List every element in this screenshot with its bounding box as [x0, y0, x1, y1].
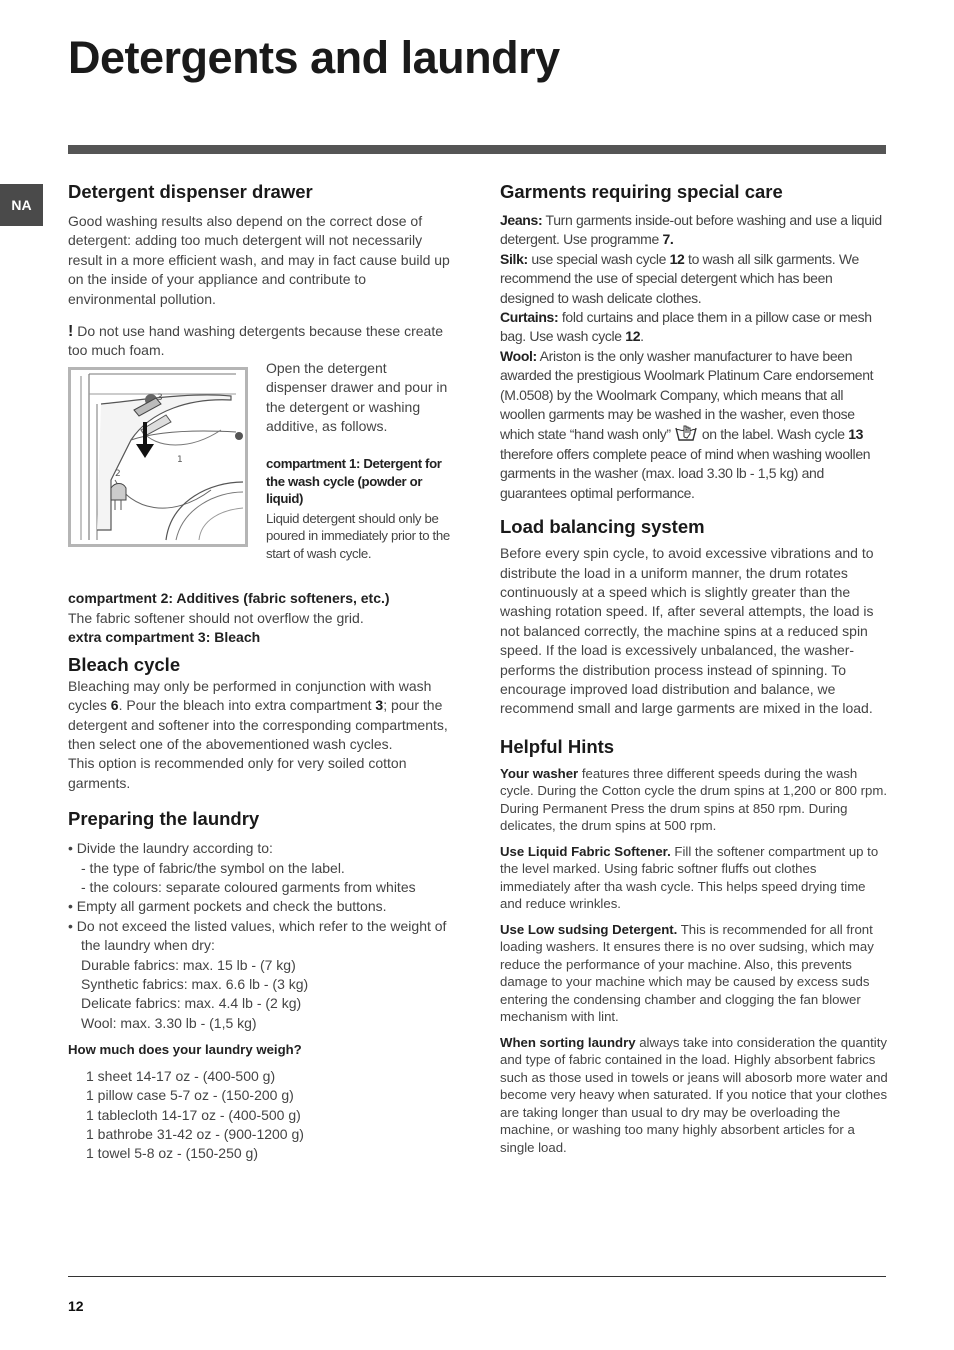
- bleach-cycle-number: 6: [110, 697, 119, 714]
- curtains-cycle: 12: [625, 328, 641, 345]
- bleach-note: This option is recommended only for very soiled cotton garments.: [68, 755, 407, 791]
- limit-durable: Durable fabrics: max. 15 lb - (7 kg): [81, 956, 296, 973]
- curtains-text: fold curtains and place them in a pillow case or mesh bag. Use wash cycle: [500, 309, 872, 345]
- special-care-body: [500, 211, 888, 503]
- limit-wool: Wool: max. 3.30 lb - (1,5 kg): [81, 1014, 257, 1031]
- prep-bullet-3: • Do not exceed the listed values, which refer to the weight of the laundry when dry:: [68, 917, 447, 954]
- curtains-end: .: [640, 328, 644, 345]
- hint-3-label: Use Low sudsing Detergent.: [500, 921, 678, 937]
- label-2: 2: [115, 468, 121, 479]
- prep-sub-2: - the colours: separate coloured garments from whites: [81, 878, 416, 895]
- figure-caption: [266, 359, 451, 563]
- hint-1-label: Your washer: [500, 765, 579, 781]
- title-rule: [68, 145, 886, 154]
- load-balancing-heading: Load balancing system: [500, 516, 705, 538]
- wool-cycle: 13: [848, 426, 864, 443]
- silk-text-b: to wash all silk garments. We recommend the use of special detergent which has been designed to wash delicate clothes.: [500, 250, 859, 306]
- hint-low-sudsing: [500, 921, 888, 1026]
- weight-pillow-case: 1 pillow case 5-7 oz - (150-200 g): [86, 1087, 294, 1104]
- preparing-heading: Preparing the laundry: [68, 808, 260, 830]
- bleach-compartment-number: 3: [375, 697, 384, 714]
- hint-2-text: Fill the softener compartment up to the level marked. Using fabric softner fluffs out clothes immediately after tha wash cycle. This helps speed drying time and reduce wrinkles.: [500, 843, 879, 912]
- hint-4-text: always take into consideration the quantity and type of fabric contained in the load. Highly absorbent fabrics such as those used in towels or jeans will abosorb more water and become very heavy when saturated. If you notice that your clothes are taking longer than usual to dry may be overloading the machine, or washing too many highly absorbent articles for a single load.: [500, 1034, 888, 1155]
- right-column: [500, 180, 888, 1156]
- open-drawer-text: Open the detergent dispenser drawer and pour in the detergent or washing additive, as follows.: [266, 359, 448, 435]
- silk-label: Silk:: [500, 250, 528, 267]
- hint-sorting-laundry: [500, 1034, 888, 1157]
- weight-tablecloth: 1 tablecloth 14-17 oz - (400-500 g): [86, 1106, 301, 1123]
- weights-list: [68, 1067, 456, 1164]
- curtains-paragraph: [500, 308, 888, 347]
- label-1: 1: [177, 454, 183, 465]
- hint-1-text: features three different speeds during the wash cycle. During the Cotton cycle the drum spins at 1,200 or 800 rpm. During Permanent Press the drum spins at 850 rpm. During delicates, the drum spins at 500 rpm.: [500, 765, 888, 834]
- weight-towel: 1 towel 5-8 oz - (150-250 g): [86, 1145, 258, 1162]
- jeans-text: Turn garments inside-out before washing and use a liquid detergent. Use programme: [500, 212, 882, 248]
- compartment-2-text: The fabric softener should not overflow the grid.: [68, 609, 364, 626]
- hint-washer-speeds: [500, 765, 888, 835]
- hint-fabric-softener: [500, 843, 888, 913]
- jeans-paragraph: [500, 211, 888, 250]
- hand-wash-icon: [674, 424, 698, 442]
- dispenser-figure-row: [68, 359, 456, 563]
- label-3: 3: [157, 392, 163, 403]
- limit-delicate: Delicate fabrics: max. 4.4 lb - (2 kg): [81, 995, 302, 1012]
- prep-sub-1: - the type of fabric/the symbol on the label.: [81, 859, 345, 876]
- dispenser-heading: Detergent dispenser drawer: [68, 181, 313, 202]
- helpful-hints-heading: Helpful Hints: [500, 735, 615, 757]
- dispenser-drawer-illustration: [68, 367, 248, 547]
- special-care-heading: Garments requiring special care: [500, 181, 783, 202]
- warning-mark: !: [68, 323, 74, 341]
- curtains-label: Curtains:: [500, 309, 559, 326]
- bleach-text-b: . Pour the bleach into extra compartment: [118, 697, 376, 714]
- bleach-text: [68, 677, 456, 755]
- compartment-2-title: compartment 2: Additives (fabric softeners, etc.): [68, 590, 390, 607]
- language-tab: NA: [0, 184, 43, 226]
- compartment-1-text: Liquid detergent should only be poured in immediately prior to the start of wash cycle.: [266, 510, 450, 561]
- weight-bathrobe: 1 bathrobe 31-42 oz - (900-1200 g): [86, 1125, 304, 1142]
- hint-2-label: Use Liquid Fabric Softener.: [500, 843, 671, 859]
- left-column: [68, 180, 456, 1164]
- bleach-text-a: Bleaching may only be performed in conjunction with wash cycles: [68, 677, 432, 714]
- compartment-1-title: compartment 1: Detergent for the wash cycle (powder or liquid): [266, 456, 442, 507]
- jeans-label: Jeans:: [500, 212, 543, 228]
- prep-bullet-1: • Divide the laundry according to:: [68, 840, 273, 857]
- weight-sheet: 1 sheet 14-17 oz - (400-500 g): [86, 1067, 276, 1084]
- dispenser-intro: Good washing results also depend on the correct dose of detergent: adding too much detergent will not necessarily result in a more efficient wash, and may in fact cause build up on the inside of your appliance and contribute to environmental pollution.: [68, 213, 450, 307]
- drawer-drawing: [71, 370, 245, 544]
- load-balancing-text: Before every spin cycle, to avoid excessive vibrations and to distribute the load in a uniform manner, the drum rotates continuously at a speed which is slightly greater than the washing rotation speed. If, after several attempts, the load is not balanced correctly, the machine spins at a reduced spin speed. If the load is excessively unbalanced, the washer-performs the distribution process instead of spinning. To encourage improved load distribution and balance, we recommend small and large garments are mixed in the load.: [500, 545, 874, 717]
- jeans-programme: 7.: [662, 231, 674, 248]
- weigh-heading: How much does your laundry weigh?: [68, 1042, 302, 1058]
- page-number: 12: [68, 1298, 84, 1314]
- warning-text: Do not use hand washing detergents because these create too much foam.: [68, 323, 444, 359]
- wool-text-a: Ariston is the only washer manufacturer to have been awarded the prestigious Woolmark Platinum Care endorsement (M.0508) by the Woolmark Company, which means that all woollen garments may be washed in the washer, even those which state “hand wash only”: [500, 347, 874, 443]
- prep-bullet-2: • Empty all garment pockets and check the buttons.: [68, 898, 387, 915]
- silk-paragraph: [500, 250, 888, 308]
- hint-3-text: This is recommended for all front loading washers. It ensures there is no over sudsing, which may reduce the performance of your machine. Also, this prevents damage to your machine which may be caused by excess suds entering the condensing chamber and clogging the fan blower mechanism with lint.: [500, 921, 874, 1025]
- silk-text-a: use special wash cycle: [527, 250, 670, 267]
- footer-rule: [68, 1276, 886, 1277]
- bleach-text-c: ; pour the detergent and softener into the corresponding compartments, then select one of the abovementioned wash cycles.: [68, 697, 448, 752]
- limit-synthetic: Synthetic fabrics: max. 6.6 lb - (3 kg): [81, 975, 309, 992]
- compartment-3-title: extra compartment 3: Bleach: [68, 629, 261, 646]
- wool-text-b: on the label. Wash cycle: [698, 426, 849, 443]
- wool-label: Wool:: [500, 347, 537, 364]
- page-title: Detergents and laundry: [68, 32, 560, 83]
- hand-wash-warning: [68, 322, 456, 361]
- bleach-heading: Bleach cycle: [68, 653, 181, 675]
- silk-cycle: 12: [669, 250, 685, 267]
- hint-4-label: When sorting laundry: [500, 1034, 636, 1050]
- wool-paragraph: [500, 347, 888, 503]
- wool-text-c: therefore offers complete peace of mind when washing woollen garments in the washer (max. load 3.30 lb - 1,5 kg) and guarantees optimal performance.: [500, 445, 871, 501]
